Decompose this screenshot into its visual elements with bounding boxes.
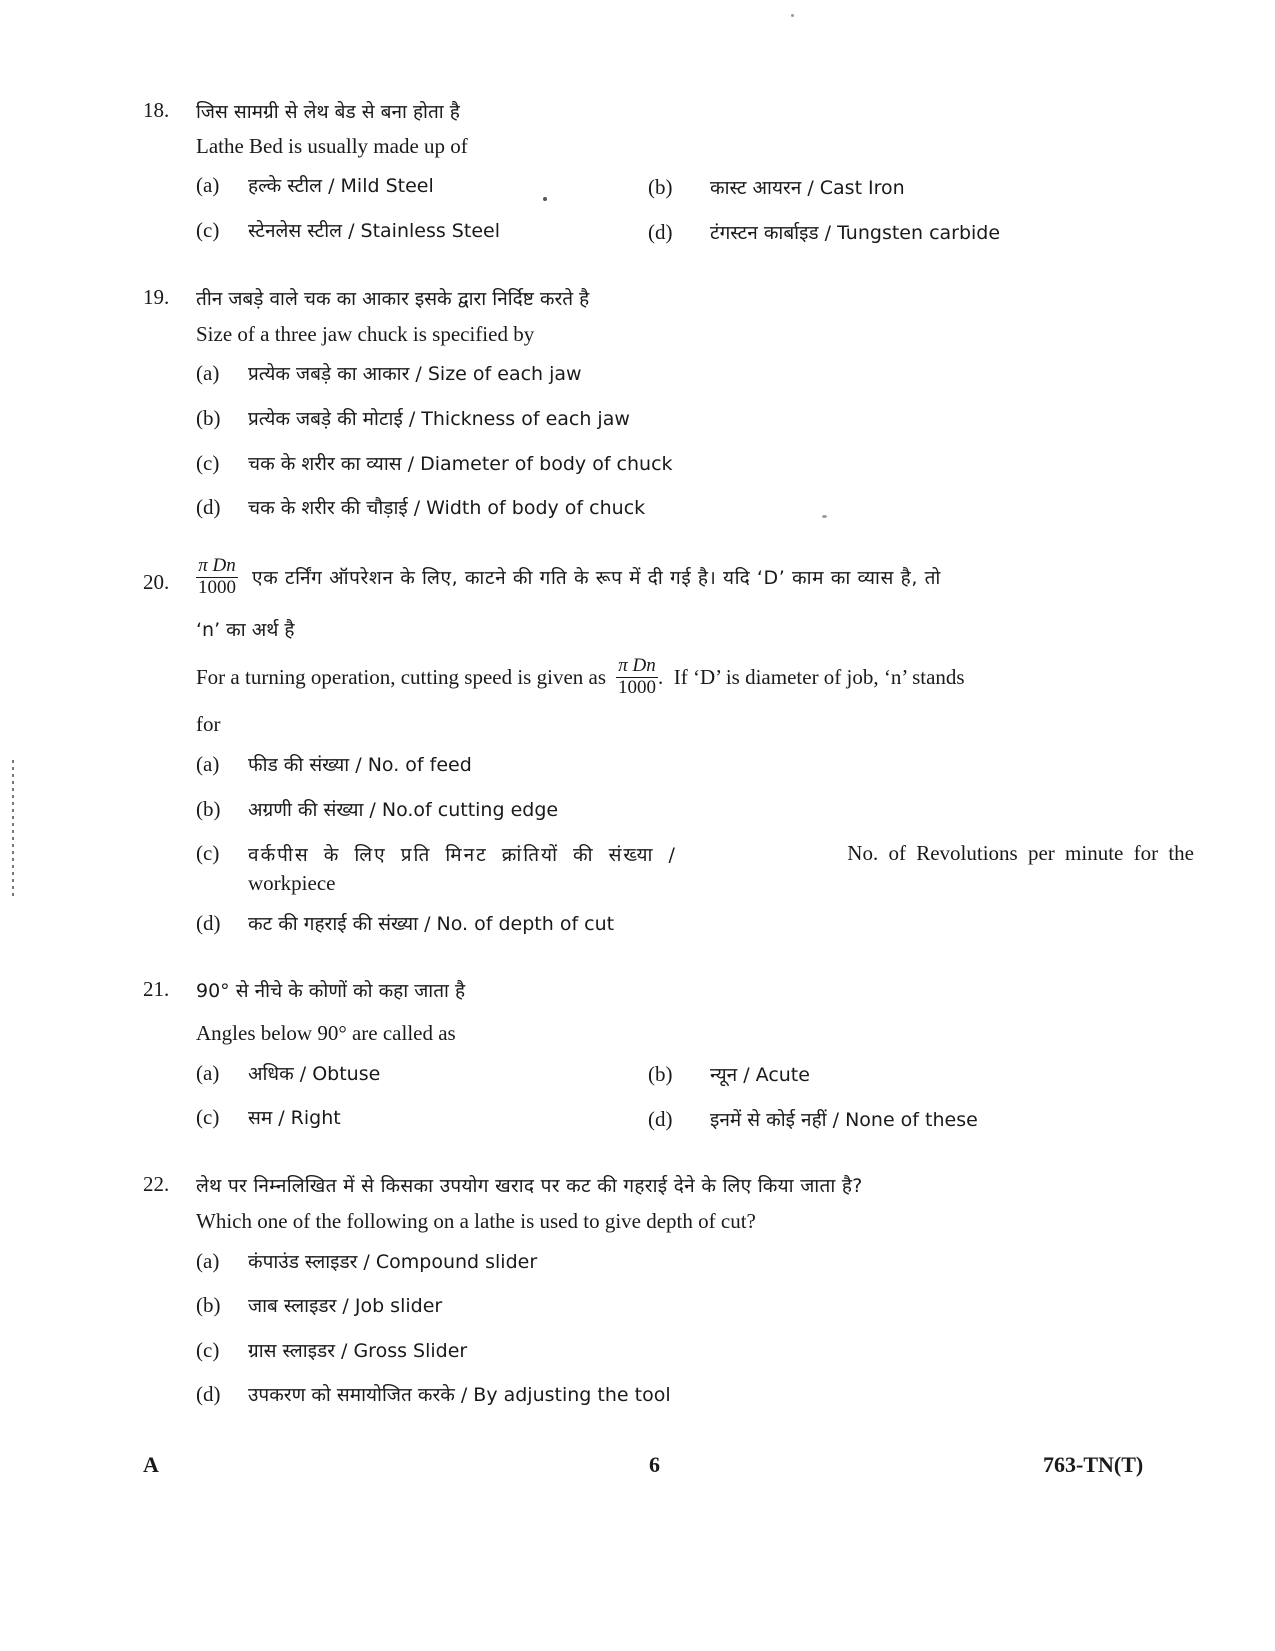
scan-speck	[791, 14, 794, 17]
option-c[interactable]	[196, 1104, 341, 1130]
option-text: ग्रास स्लाइडर / Gross Slider	[248, 1340, 468, 1362]
question-text-english: Which one of the following on a lathe is used to give depth of cut?	[196, 1209, 756, 1233]
option-b[interactable]	[196, 1292, 442, 1318]
question-text-english: Size of a three jaw chuck is specified by	[196, 322, 535, 346]
paper-code: 763-TN(T)	[1043, 1452, 1144, 1477]
question-text-hindi: तीन जबड़े वाले चक का आकार इसके द्वारा निर्दिष्ट करते है	[196, 288, 590, 310]
option-label: (b)	[648, 1062, 673, 1086]
question-text-english-cont: . If ‘D’ is diameter of job, ‘n’ stands	[658, 664, 965, 689]
option-label: (c)	[196, 451, 220, 475]
formula-numerator: π Dn	[616, 656, 658, 678]
question-number: 18.	[143, 98, 170, 122]
question-text-hindi: लेथ पर निम्नलिखित में से किसका उपयोग खराद पर कट की गहराई देने के लिए किया जाता है?	[196, 1175, 863, 1197]
option-text: कंपाउंड स्लाइडर / Compound slider	[248, 1251, 538, 1273]
option-b[interactable]	[196, 796, 558, 822]
option-label: (c)	[196, 1105, 220, 1129]
cutting-speed-formula	[616, 656, 658, 699]
option-text: चक के शरीर की चौड़ाई / Width of body of chuck	[248, 497, 646, 519]
cutting-speed-formula	[196, 556, 238, 599]
option-text: जाब स्लाइडर / Job slider	[248, 1295, 443, 1317]
option-text: टंगस्टन कार्बाइड / Tungsten carbide	[710, 222, 1001, 244]
question-number: 20.	[143, 570, 170, 594]
option-a[interactable]	[196, 751, 472, 777]
option-text: अधिक / Obtuse	[248, 1063, 381, 1085]
question-text-hindi-cont: ‘n’ का अर्थ है	[196, 619, 295, 641]
question-text-english: Angles below 90° are called as	[196, 1021, 456, 1045]
option-label: (a)	[196, 752, 220, 776]
option-a[interactable]	[196, 172, 434, 198]
option-label: (c)	[196, 1338, 220, 1362]
option-text-english: No. of Revolutions per minute for the	[847, 841, 1194, 865]
option-text: कट की गहराई की संख्या / No. of depth of cut	[248, 913, 615, 935]
option-d[interactable]	[196, 494, 645, 520]
option-text: उपकरण को समायोजित करके / By adjusting the tool	[248, 1384, 671, 1406]
question-number: 21.	[143, 977, 170, 1001]
question-text-english: Lathe Bed is usually made up of	[196, 134, 468, 158]
option-label: (a)	[196, 173, 220, 197]
option-text-block	[248, 841, 1194, 896]
option-label: (d)	[196, 495, 221, 519]
option-label: (a)	[196, 361, 220, 385]
option-text-hindi: वर्कपीस के लिए प्रति मिनट क्रांतियों की संख्या /	[248, 844, 677, 866]
scan-speck	[822, 515, 827, 518]
option-text-line	[248, 841, 1194, 867]
question-number: 19.	[143, 285, 170, 309]
option-c[interactable]	[196, 841, 1194, 896]
formula-numerator: π Dn	[196, 556, 238, 578]
option-text: चक के शरीर का व्यास / Diameter of body of chuck	[248, 453, 673, 475]
option-label: (b)	[196, 406, 221, 430]
option-text: सम / Right	[248, 1107, 341, 1129]
option-c[interactable]	[196, 1337, 467, 1363]
question-number: 22.	[143, 1172, 170, 1196]
option-label: (d)	[648, 1107, 673, 1131]
option-d[interactable]	[196, 910, 614, 936]
option-text: स्टेनलेस स्टील / Stainless Steel	[248, 220, 500, 242]
option-label: (b)	[196, 797, 221, 821]
question-text-english: For a turning operation, cutting speed is given as	[196, 664, 607, 689]
formula-denominator: 1000	[618, 676, 657, 698]
option-label: (b)	[648, 175, 673, 199]
option-text: प्रत्येक जबड़े की मोटाई / Thickness of each jaw	[248, 408, 630, 430]
formula-denominator: 1000	[198, 576, 236, 598]
question-text-hindi: 90° से नीचे के कोणों को कहा जाता है	[196, 980, 466, 1002]
question-text-hindi: एक टर्निंग ऑपरेशन के लिए, काटने की गति के रूप में दी गई है। यदि ‘D’ काम का व्यास है, तो	[252, 567, 941, 590]
option-c[interactable]	[196, 217, 500, 243]
option-text: न्यून / Acute	[710, 1064, 810, 1086]
series-code: A	[143, 1452, 159, 1477]
option-text: अग्रणी की संख्या / No.of cutting edge	[248, 799, 559, 821]
option-text: हल्के स्टील / Mild Steel	[248, 175, 434, 197]
option-b[interactable]	[648, 1061, 810, 1087]
option-a[interactable]	[196, 360, 582, 386]
option-label: (c)	[196, 218, 220, 242]
option-a[interactable]	[196, 1060, 380, 1086]
option-text: कास्ट आयरन / Cast Iron	[710, 177, 905, 199]
option-text: प्रत्येक जबड़े का आकार / Size of each jaw	[248, 363, 582, 385]
option-b[interactable]	[196, 405, 630, 431]
question-text-english-end: for	[196, 712, 221, 736]
option-d[interactable]	[648, 1106, 978, 1132]
scan-speck	[543, 197, 547, 201]
binding-marks	[12, 760, 14, 900]
option-label: (d)	[648, 220, 673, 244]
option-text: फीड की संख्या / No. of feed	[248, 754, 472, 776]
option-b[interactable]	[648, 174, 905, 200]
question-text-english-line	[196, 656, 965, 699]
question-text-hindi: जिस सामग्री से लेथ बेड से बना होता है	[196, 101, 460, 123]
option-label: (a)	[196, 1249, 220, 1273]
option-label: (c)	[196, 841, 220, 865]
option-text-cont: workpiece	[248, 871, 336, 895]
option-d[interactable]	[648, 219, 1000, 245]
option-c[interactable]	[196, 450, 673, 476]
option-text: इनमें से कोई नहीं / None of these	[710, 1109, 978, 1131]
option-a[interactable]	[196, 1248, 537, 1274]
option-label: (d)	[196, 911, 221, 935]
option-label: (b)	[196, 1293, 221, 1317]
option-label: (d)	[196, 1382, 221, 1406]
option-label: (a)	[196, 1061, 220, 1085]
option-d[interactable]	[196, 1381, 671, 1407]
question-text-hindi-line	[196, 556, 941, 599]
page-number: 6	[649, 1452, 660, 1477]
